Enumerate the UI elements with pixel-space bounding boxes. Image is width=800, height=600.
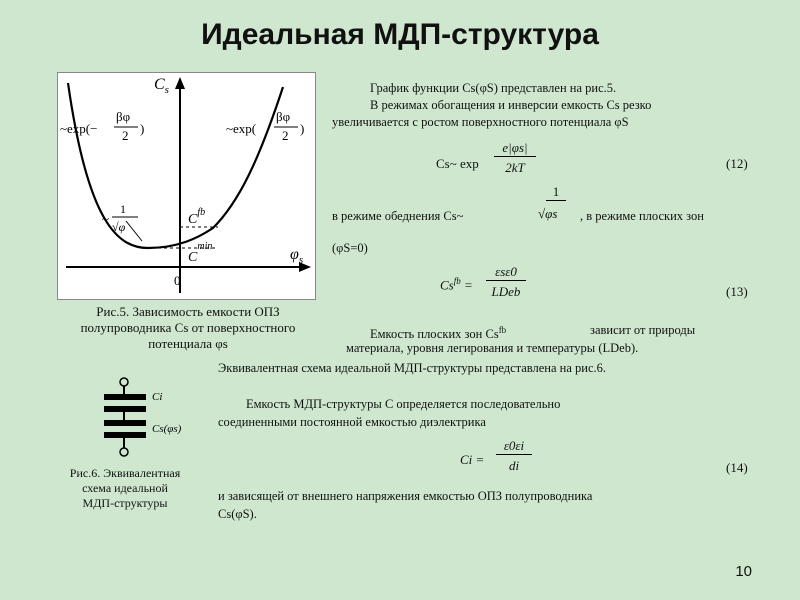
mid-prefix: ~ <box>102 211 110 226</box>
right-exp-den: 2 <box>282 128 289 143</box>
para-4c: материала, уровня легирования и температуры (LDeb). <box>346 341 639 355</box>
cfb-label: $C^{fb}$ <box>188 207 206 227</box>
mid-num: 1 <box>120 202 126 216</box>
para-2a: В режимах обогащения и инверсии емкость Cs резко <box>370 98 652 112</box>
figure-5-plot <box>58 73 315 299</box>
figure-5 <box>57 72 316 300</box>
terminal-bottom <box>120 448 128 456</box>
left-exp-suffix: ) <box>140 121 145 136</box>
eq12-lhs: Cs~ exp <box>436 156 479 171</box>
ci-plate-top <box>104 394 146 400</box>
right-exp-prefix: ~exp( <box>226 121 257 136</box>
para-5: Эквивалентная схема идеальной МДП-структуры представлена на рис.6. <box>218 361 607 375</box>
left-exp-den: 2 <box>122 128 129 143</box>
eq12-num: e|φs| <box>494 140 536 157</box>
mid-den: √φ <box>112 220 126 234</box>
left-exp-num: βφ <box>116 109 131 124</box>
eq12-den: 2kT <box>505 160 525 175</box>
slide-title: Идеальная МДП-структура <box>201 18 599 51</box>
ci-plate-bottom <box>104 406 146 412</box>
para-4b: зависит от природы <box>590 323 696 337</box>
para-4a: Емкость плоских зон $Cs^{fb}$ <box>370 325 507 342</box>
p3-den: √φs <box>538 206 558 221</box>
eq14-lhs: Ci = <box>460 452 485 467</box>
figure-6-caption: Рис.6. Эквивалентная схема идеальной МДП-структуры <box>69 466 181 510</box>
eq14-den: di <box>508 458 520 473</box>
right-exp-suffix: ) <box>300 121 305 136</box>
eq13-number: (13) <box>726 284 748 299</box>
mid-pointer <box>126 221 142 241</box>
cs-plate-top <box>104 420 146 426</box>
para-6b: соединенными постоянной емкостью диэлектрика <box>218 415 486 429</box>
capacitance-curve <box>68 83 283 248</box>
figure-6-circuit <box>96 376 196 462</box>
origin-label: 0 <box>174 273 181 288</box>
ci-label: Ci <box>152 391 163 403</box>
cmin-label: $C^{min}$ <box>188 241 213 265</box>
eq13-lhs: $Cs^{fb}$ = <box>440 276 473 293</box>
cs-label: Cs(φs) <box>152 423 182 435</box>
eq14-number: (14) <box>726 460 748 475</box>
y-axis-label: $C_s$ <box>154 76 169 96</box>
terminal-top <box>120 378 128 386</box>
p3-num: 1 <box>546 184 566 201</box>
para-3a: в режиме обеднения Cs~ <box>332 209 464 223</box>
eq13-den: LDeb <box>491 284 521 299</box>
page-number: 10 <box>735 563 752 580</box>
para-3b: , в режиме плоских зон <box>580 209 704 223</box>
cs-plate-bottom <box>104 432 146 438</box>
right-exp-num: βφ <box>276 109 291 124</box>
eq14-num: ε0εi <box>496 438 532 455</box>
y-axis-arrow <box>175 77 185 89</box>
para-1: График функции Cs(φS) представлен на рис.5. <box>370 81 617 95</box>
para-7b: Cs(φS). <box>218 507 257 521</box>
eq12-number: (12) <box>726 156 748 171</box>
eq13-num: εsε0 <box>486 264 526 281</box>
para-7a: и зависящей от внешнего напряжения емкостью ОПЗ полупроводника <box>218 489 593 503</box>
figure-5-caption: Рис.5. Зависимость емкости ОПЗ полупроводника Cs от поверхностного потенциала φs <box>80 304 296 351</box>
x-axis-label: $\varphi_s$ <box>290 246 304 266</box>
para-2b: увеличивается с ростом поверхностного потенциала φS <box>332 115 629 129</box>
left-exp-prefix: ~exp(− <box>60 121 98 136</box>
para-3c: (φS=0) <box>332 241 368 255</box>
para-6a: Емкость МДП-структуры C определяется последовательно <box>246 397 561 411</box>
